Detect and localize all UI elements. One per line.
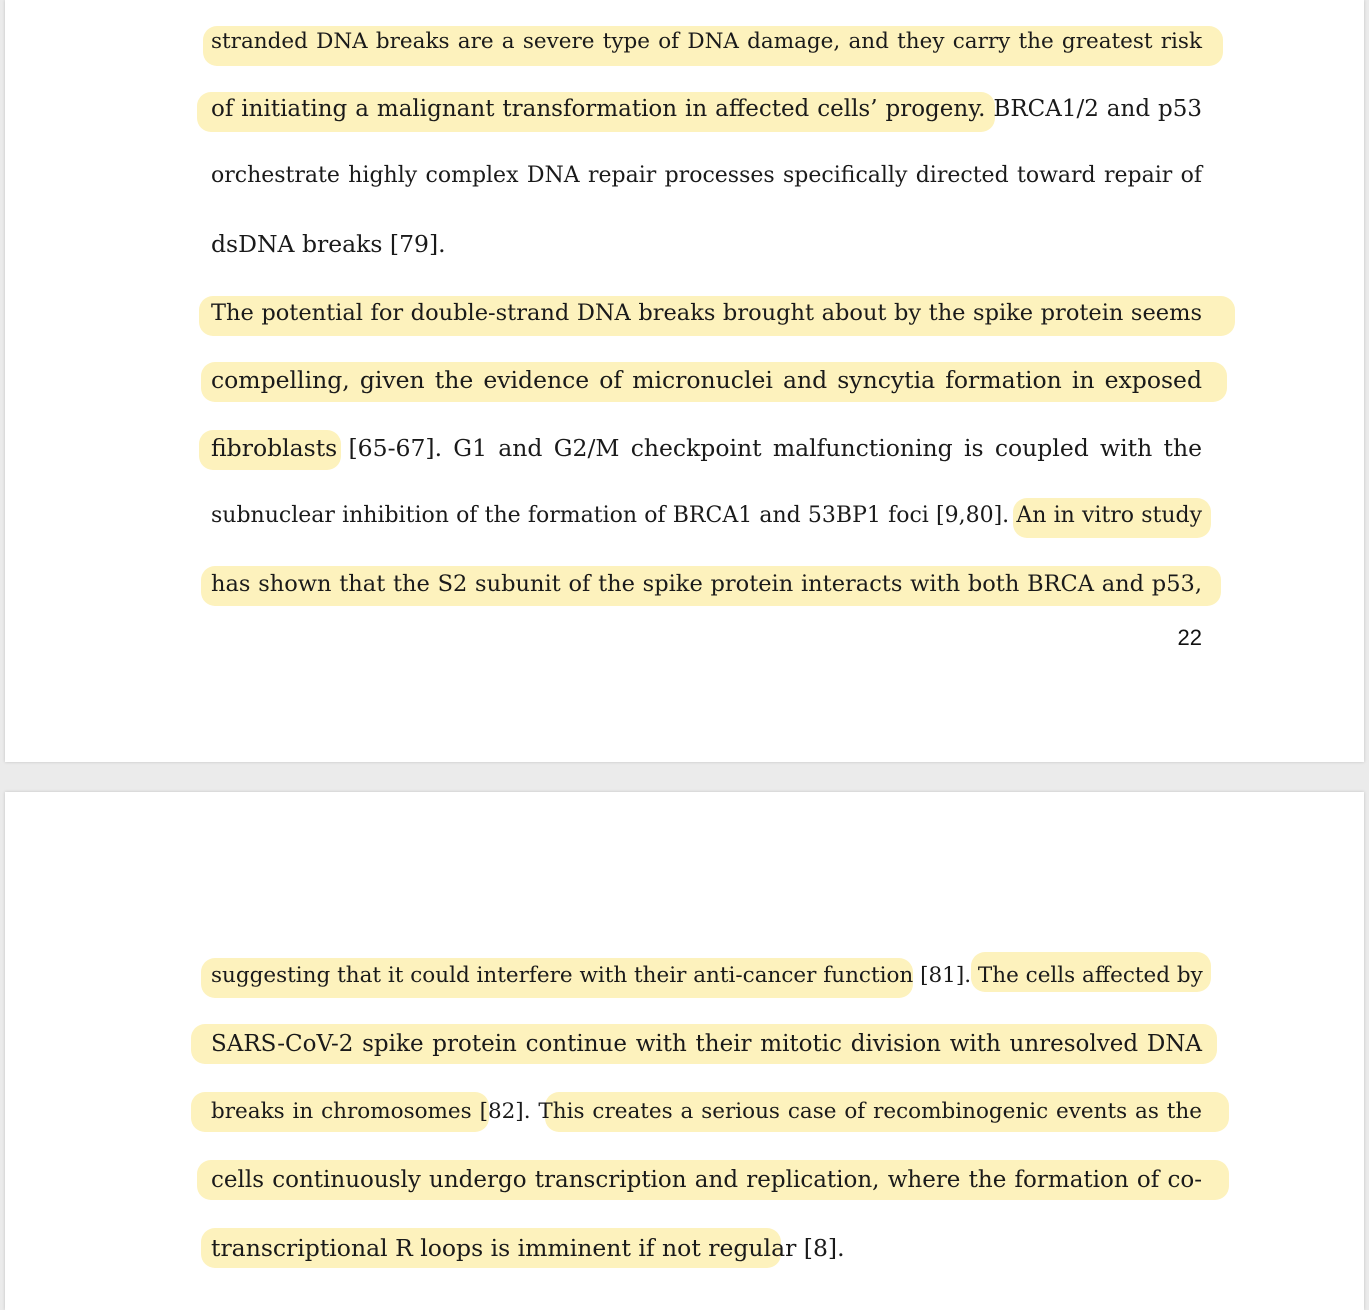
text-segment: SARS-CoV-2 spike protein continue with their mitotic division with unresolved DNA bbox=[211, 1031, 1202, 1057]
text-segment: [8]. bbox=[796, 1234, 845, 1262]
text-segment: This creates a serious case of recombinogenic events as the bbox=[538, 1099, 1202, 1124]
text-segment: [65-67]. G1 and G2/M checkpoint malfunctioning is coupled with the bbox=[337, 434, 1202, 462]
text-segment: orchestrate highly complex DNA repair processes specifically directed toward repair of bbox=[211, 163, 1202, 188]
text-line bbox=[211, 1024, 1202, 1064]
text-segment: subnuclear inhibition of the formation of BRCA1 and 53BP1 foci [9,80]. bbox=[211, 503, 1017, 528]
text-segment: n [81]. bbox=[899, 963, 978, 988]
text-segment: compelling, given the evidence of micronuclei and syncytia formation in exposed bbox=[211, 366, 1202, 394]
text-segment: fibroblasts bbox=[211, 434, 338, 462]
text-line bbox=[211, 22, 1202, 62]
text-segment: An in vitro study bbox=[1016, 503, 1203, 528]
text-segment: of initiating a malignant transformation in affected cells’ progeny. bbox=[211, 96, 986, 122]
text-segment: dsDNA breaks [79]. bbox=[211, 230, 446, 258]
text-line bbox=[211, 1160, 1202, 1200]
text-segment: The potential for double-strand DNA breaks brought about by the spike protein seems bbox=[211, 300, 1202, 326]
text-line bbox=[211, 156, 1202, 196]
text-segment: suggesting that it could interfere with their anti-cancer functio bbox=[211, 963, 900, 988]
text-segment: breaks in chromosomes bbox=[211, 1099, 472, 1124]
text-segment: [82]. bbox=[471, 1099, 539, 1124]
text-segment: transcriptional R loops is imminent if not regular bbox=[211, 1234, 797, 1262]
text-segment: cells continuously undergo transcription and replication, where the formation of co- bbox=[211, 1167, 1202, 1193]
text-line bbox=[211, 496, 1202, 536]
text-line bbox=[211, 293, 1202, 333]
page-number: 22 bbox=[1177, 625, 1202, 650]
text-segment: stranded DNA breaks are a severe type of DNA damage, and they carry the greatest risk bbox=[211, 29, 1202, 54]
text-segment: The cells affected by bbox=[977, 963, 1203, 988]
text-line bbox=[211, 428, 1202, 468]
text-segment: BRCA1/2 and p53 bbox=[985, 96, 1203, 122]
text-line bbox=[211, 956, 1202, 996]
text-line bbox=[211, 89, 1202, 129]
document-page-top bbox=[5, 0, 1364, 762]
text-line bbox=[211, 224, 1202, 264]
text-line bbox=[211, 1228, 1202, 1268]
text-segment: has shown that the S2 subunit of the spike protein interacts with both BRCA and p53, bbox=[211, 571, 1202, 597]
text-line bbox=[211, 564, 1202, 604]
text-line bbox=[211, 360, 1202, 400]
text-line bbox=[211, 1092, 1202, 1132]
document-page-bottom bbox=[5, 792, 1364, 1310]
